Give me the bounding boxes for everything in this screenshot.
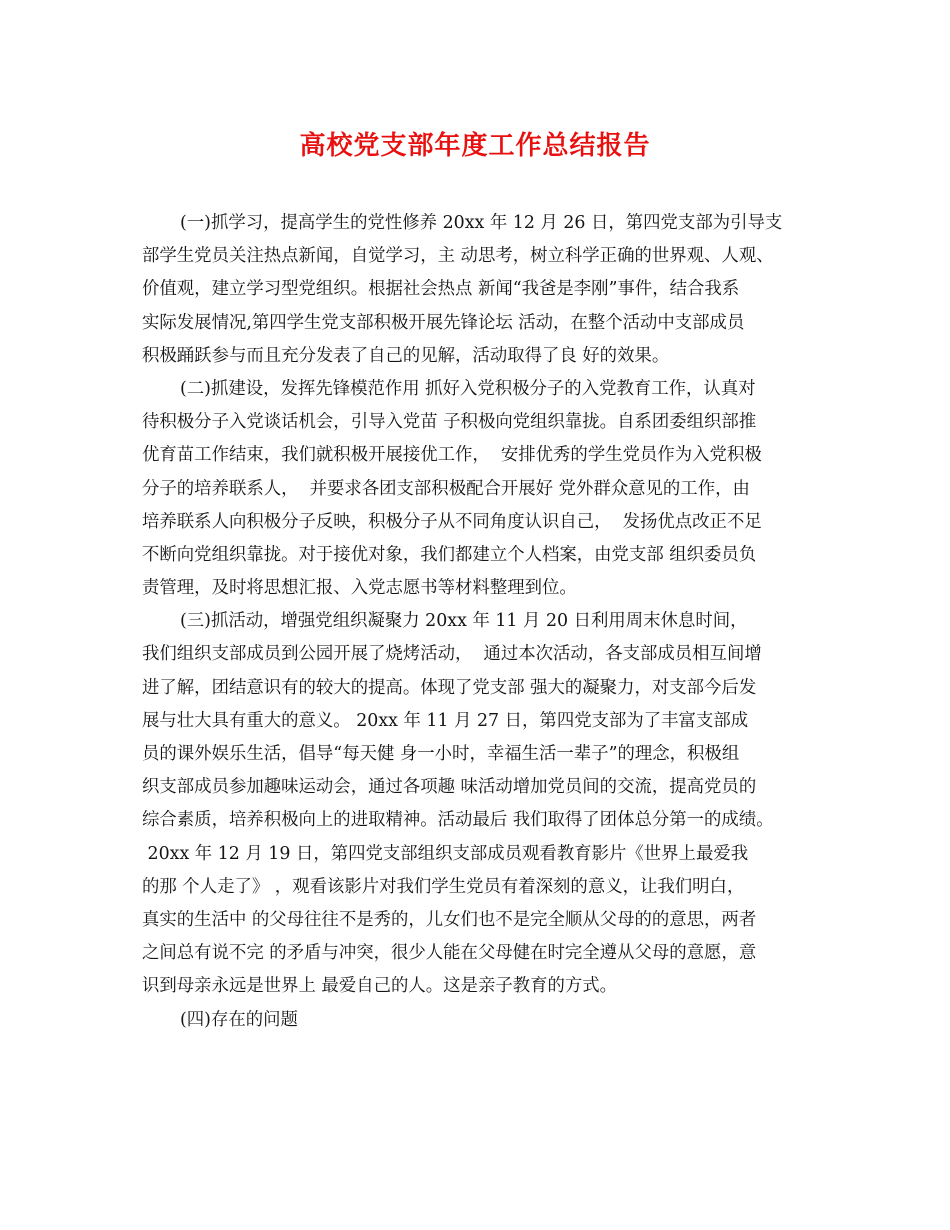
text-line: (二)抓建设，发挥先锋模范作用 抓好入党积极分子的入党教育工作，认真对 (180, 378, 756, 399)
text-line: 部学生党员关注热点新闻，自觉学习，主 动思考，树立科学正确的世界观、人观、 (142, 246, 774, 267)
text-line: 培养联系人向积极分子反映，积极分子从不同角度认识自己， 发扬优点改正不足 (142, 511, 762, 532)
text-line: (四)存在的问题 (180, 1009, 298, 1030)
text-line: 责管理，及时将思想汇报、入党志愿书等材料整理到位。 (142, 578, 577, 599)
text-line: 的那 个人走了》 ，观看该影片对我们学生党员有着深刻的意义，让我们明白， (142, 876, 745, 897)
document-title: 高校党支部年度工作总结报告 (299, 131, 651, 161)
text-line: 优育苗工作结束，我们就积极开展接优工作， 安排优秀的学生党员作为入党积极 (142, 445, 762, 466)
text-line: 真实的生活中 的父母往往不是秀的，儿女们也不是完全顺从父母的的意思，两者 (142, 909, 757, 930)
text-line: 20xx 年 12 月 19 日，第四党支部组织支部成员观看教育影片《世界上最爱我 (142, 843, 749, 864)
text-line: 不断向党组织靠拢。对于接优对象，我们都建立个人档案，由党支部 组织委员负 (142, 544, 757, 565)
text-line: 之间总有说不完 的矛盾与冲突，很少人能在父母健在时完全遵从父母的意愿，意 (142, 943, 757, 964)
text-line: 综合素质，培养积极向上的进取精神。活动最后 我们取得了团体总分第一的成绩。 (142, 810, 774, 831)
text-line: 织支部成员参加趣味运动会，通过各项趣 味活动增加党员间的交流，提高党员的 (142, 777, 757, 798)
document-body (142, 207, 818, 1037)
text-line: 积极踊跃参与而且充分发表了自己的见解，活动取得了良 好的效果。 (142, 345, 670, 366)
text-line: 员的课外娱乐生活，倡导“每天健 身一小时，幸福生活一辈子”的理念，积极组 (142, 744, 740, 764)
text-line: 识到母亲永远是世界上 最爱自己的人。这是亲子教育的方式。 (142, 976, 618, 997)
text-line: 我们组织支部成员到公园开展了烧烤活动， 通过本次活动，各支部成员相互间增 (142, 644, 762, 665)
text-line: 价值观，建立学习型党组织。根据社会热点 新闻“我爸是李刚”事件，结合我系 (142, 279, 740, 300)
text-line: 进了解，团结意识有的较大的提高。体现了党支部 强大的凝聚力，对支部今后发 (142, 677, 757, 698)
text-line: 展与壮大具有重大的意义。 20xx 年 11 月 27 日，第四党支部为了丰富支部成 (142, 710, 749, 731)
text-line: 待积极分子入党谈话机会，引导入党苗 子积极向党组织靠拢。自系团委组织部推 (142, 412, 757, 433)
text-line: (一)抓学习，提高学生的党性修养 20xx 年 12 月 26 日，第四党支部为引导支 (180, 213, 783, 233)
text-line: 分子的培养联系人， 并要求各团支部积极配合开展好 党外群众意见的工作，由 (142, 478, 750, 499)
text-line: (三)抓活动，增强党组织凝聚力 20xx 年 11 月 20 日利用周末休息时间， (180, 611, 748, 632)
text-line: 实际发展情况,第四学生党支部积极开展先锋论坛 活动，在整个活动中支部成员 (142, 312, 745, 333)
